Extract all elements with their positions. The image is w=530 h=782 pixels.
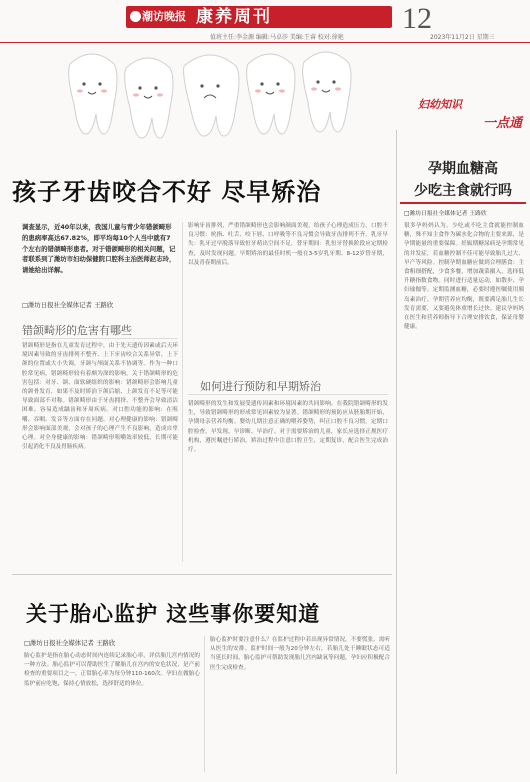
article1-column-2: 影响牙齿排列，严重错颌畸形也会影响颜面美观，给孩子心理造成压力。口腔不良习惯：吮指、吐舌、咬下唇、口呼吸等不良习惯会导致牙齿排列不齐。乳牙早失：乳牙过早脱落导致恒牙萌出空间不足。替牙期间：乳恒牙替换阶段应定期检查，及时发现问题。早期矫治的最佳时机一般在3-5岁乳牙期、8-12岁替牙期，以及青春期前后。 xyxy=(188,223,388,266)
subheading-rule-2 xyxy=(188,394,388,395)
article1-column-3: 错颌畸形的发生和发展受遗传因素和环境因素的共同影响。在我院错颌畸形的发生，导致错颌畸形的形成常见因素较为显著。错颌畸形的预防应从胚胎期开始，孕期母亲营养均衡。婴幼儿期注意正确的喂养姿势，纠正口腔不良习惯。定期口腔检查，早发现、早诊断、早治疗。对于需要矫治的儿童，家长应选择正规医疗机构，遵医嘱进行矫治，矫治过程中注意口腔卫生，定期复诊，配合医生完成治疗。 xyxy=(188,401,388,454)
article-divider xyxy=(12,574,392,575)
article1-subheading-1: 错颌畸形的危害有哪些 xyxy=(22,324,132,337)
sidebar-title-rule xyxy=(400,202,526,204)
article2-column-1: 胎心监护是指在胎心动态时间内连续记录胎心率，评估胎儿宫内情况的一种方法。胎心监护可以帮助医生了解胎儿在宫内的安危状况，是产前检查的重要项目之一。正常胎心率为每分钟110-160次。孕妇在做胎心监护前应吃饱，保持心情放松，选择舒适的体位。 xyxy=(24,653,200,687)
sidebar-byline: □潍坊日报社全媒体记者 王路欣 xyxy=(404,211,487,217)
article2-byline: □潍坊日报社全媒体记者 王路欣 xyxy=(24,639,116,647)
article1-headline: 孩子牙齿咬合不好 尽早矫治 xyxy=(12,178,322,206)
subheading-rule xyxy=(22,338,178,339)
page-header xyxy=(0,0,530,44)
sidebar-divider xyxy=(396,130,397,774)
page-number: 12 xyxy=(402,2,432,35)
section-badge xyxy=(418,96,522,131)
badge-bottom-text: 一点通 xyxy=(482,116,522,131)
newspaper-logo xyxy=(128,8,186,26)
teeth-illustration xyxy=(0,44,400,144)
sidebar-title-line-2: 少吃主食就行吗 xyxy=(414,183,512,199)
badge-top-text: 妇幼知识 xyxy=(418,98,462,111)
logo-text: 潮访晚报 xyxy=(142,10,186,23)
section-title: 康养周刊 xyxy=(196,7,272,27)
article1-column-1: 错颌畸形是指在儿童发育过程中，由于先天遗传因素或后天环境因素导致的牙齿排列不整齐、上下牙齿咬合关系异常、上下颌的位置或大小失调，牙颌与颅面关系不协调等。作为一种口腔常见病，错颌畸形较有着颇为深的影响。关于错颌畸形的危害包括：对牙、颌、面软硬组织的影响：错颌畸形会影响儿童的颌骨发育，如果不及时矫治下颌后缩、上颌发育不足等可能导致面部不对称。错颌畸形由于牙齿拥挤、不整齐会导致清洁困难，容易造成龋齿和牙周疾病。对口腔功能的影响：在咀嚼、吞咽、发音等方面存在问题。对心理健康的影响：错颌畸形会影响面部美观，会对孩子的心理产生不良影响，造成自卑心理。对全身健康的影响：错颌畸形咀嚼效率较低，长期可能引起消化不良及胃肠疾病。 xyxy=(22,343,178,451)
column-divider xyxy=(182,222,183,562)
header-divider xyxy=(0,42,530,43)
sidebar-title-line-1: 孕期血糖高 xyxy=(428,161,498,177)
article2-column-2: 胎心监护时要注意什么？在监护过程中若出现异常情况，不要慌张，需听从医生的安排。监护时间一般为20分钟左右，若胎儿处于睡眠状态可适当延长时间。胎心监护可帮助发现胎儿宫内缺氧等问题，孕妇应积极配合医生完成检查。 xyxy=(210,637,390,671)
article2-headline: 关于胎心监护 这些事你要知道 xyxy=(26,602,321,626)
editor-credits: 值班主任:李金源 编辑:马卓莎 美编:王睿 校对:徐艳 xyxy=(210,34,344,41)
article1-byline: □潍坊日报社全媒体记者 王路欣 xyxy=(22,301,114,309)
article1-lead: 调查显示，近40年以来，我国儿童与青少年错颌畸形的患病率高达67.82%，即平均每10个人当中就有7个左右的错颌畸形患者。对于错颌畸形的相关问题，记者联系到了潍坊市妇幼保健院口腔科主治医师赵志玲，请她给出详解。 xyxy=(22,223,176,275)
issue-date: 2023年11月2日 星期三 xyxy=(430,34,495,41)
sidebar-column: 很多孕妈妈认为，少吃或不吃主食就能控制血糖，殊不知主食作为碳水化合物的主要来源，是孕期能量的重要保障。妊娠期糖尿病是孕期常见的并发症，若血糖控制不佳可能导致胎儿过大、早产等风险。控制孕期血糖应做到合理膳食：主食粗细搭配，少食多餐，增加蔬菜摄入，选择低升糖指数食物。同时进行适量运动，如散步、孕妇瑜伽等。定期监测血糖，必要时遵医嘱使用胰岛素治疗。孕期营养应均衡，既要满足胎儿生长发育需要，又要避免体重增长过快。建议孕妈妈在医生和营养师指导下合理安排饮食，保证母婴健康。 xyxy=(404,223,524,331)
column-divider-2 xyxy=(204,636,205,772)
teeth-illustration-svg xyxy=(0,44,400,144)
article1-subheading-2: 如何进行预防和早期矫治 xyxy=(200,380,321,393)
logo-icon xyxy=(130,11,141,22)
